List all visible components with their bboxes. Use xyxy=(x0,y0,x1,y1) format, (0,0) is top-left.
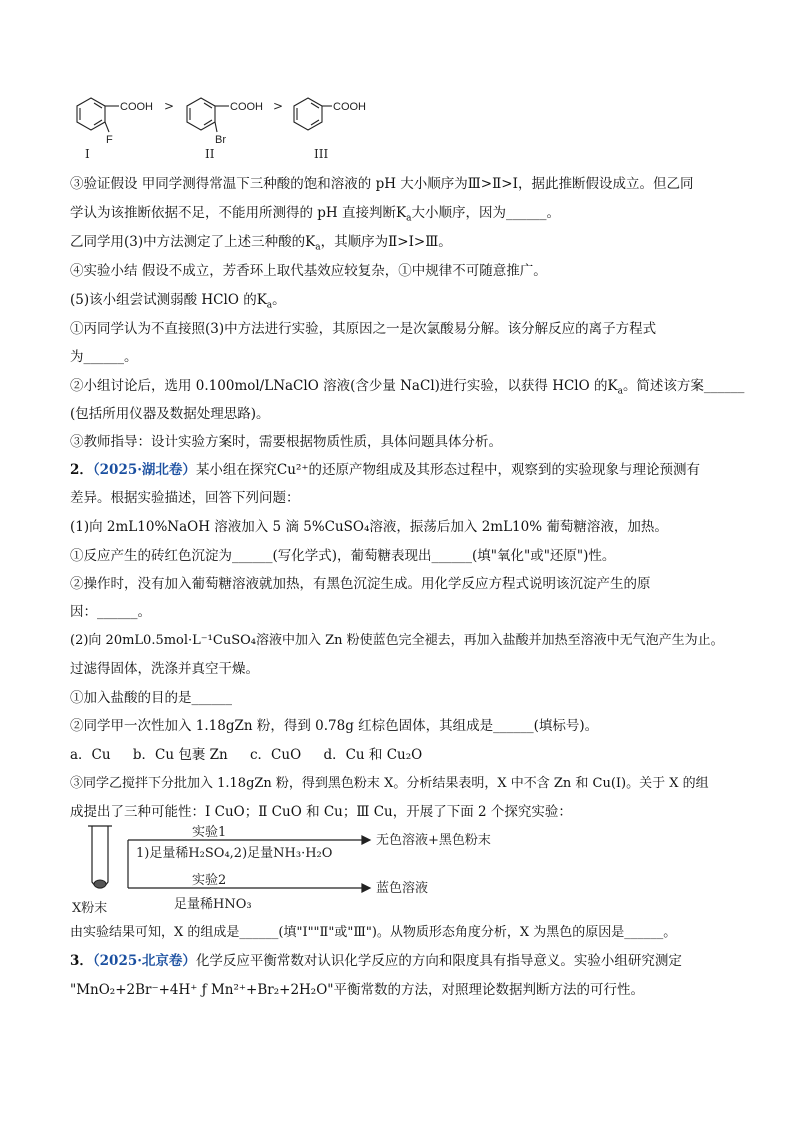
acid-structures-figure xyxy=(68,88,388,162)
q2-source: （2025·湖北卷） xyxy=(92,462,196,478)
q3-source: （2025·北京卷） xyxy=(92,953,196,969)
gt-sign-2: > xyxy=(273,99,284,113)
q1-part5-1-line1: ①丙同学认为不直接照(3)中方法进行实验，其原因之一是次氯酸易分解。该分解反应的离子方程式 xyxy=(70,321,657,337)
q2-conclusion: 由实验结果可知，X 的组成是______(填"Ⅰ""Ⅱ"或"Ⅲ")。从物质形态角度分析，X 为黑色的原因是______。 xyxy=(70,925,677,940)
q1-step3-line2 xyxy=(70,204,730,228)
structure-2-substituent: Br xyxy=(215,134,226,146)
q3-stem-text: 化学反应平衡常数对认识化学反应的方向和限度具有指导意义。实验小组研究测定 xyxy=(195,953,682,969)
q2-part1-sub2-line1: ②操作时，没有加入葡萄糖溶液就加热，有黑色沉淀生成。用化学反应方程式说明该沉淀产生的原 xyxy=(70,576,651,592)
q2-part2-line1: (2)向 20mL0.5mol·L⁻¹CuSO₄溶液中加入 Zn 粉使蓝色完全褪去，再加入盐酸并加热至溶液中无气泡产生为止。 xyxy=(70,633,724,648)
q1-yi-text: 乙同学用(3)中方法测定了上述三种酸的K xyxy=(70,234,316,250)
structure-1-cooh: COOH xyxy=(120,101,153,113)
q1-yi-sub: a xyxy=(315,242,321,253)
q2-part2-sub1: ①加入盐酸的目的是______ xyxy=(70,690,232,706)
q2-part2-sub3-line1: ③同学乙搅拌下分批加入 1.18gZn 粉，得到黑色粉末 X。分析结果表明，X 中不含 Zn 和 Cu(Ⅰ)。关于 X 的组 xyxy=(70,776,709,791)
q3-number: 3． xyxy=(70,953,93,969)
q1-step3-line2-end: 大小顺序，因为______。 xyxy=(411,205,560,221)
q1-part5-line xyxy=(70,291,730,315)
q1-step3-line1: ③验证假设 甲同学测得常温下三种酸的饱和溶液的 pH 大小顺序为Ⅲ>Ⅱ>Ⅰ，据此推断假设成立。但乙同 xyxy=(70,176,694,192)
q2-part1-sub1: ①反应产生的砖红色沉淀为______(写化学式)，葡萄糖表现出______(填"氧化"或"还原")性。 xyxy=(70,548,616,564)
q2-stem-line1 xyxy=(70,461,730,479)
q3-stem-line1 xyxy=(70,952,730,970)
q2-part1-sub2-line2: 因：______。 xyxy=(70,604,151,620)
exp1-label: 实验1 xyxy=(192,825,227,840)
q2-part2-sub3-line2: 成提出了三种可能性：Ⅰ CuO；Ⅱ CuO 和 Cu；Ⅲ Cu，开展了下面 2 个探究实验： xyxy=(70,804,572,820)
q3-stem-line2: "MnO₂+2Br⁻+4H⁺ ƒ Mn²⁺+Br₂+2H₂O"平衡常数的方法，对照理论数据判断方法的可行性。 xyxy=(70,982,644,998)
structure-3-cooh: COOH xyxy=(333,101,366,113)
test-tube xyxy=(88,826,112,888)
structure-label-3: III xyxy=(314,147,329,161)
q1-step3-line2-sub: a xyxy=(406,213,412,224)
structure-label-1: I xyxy=(85,147,90,161)
q2-option-c: c．CuO xyxy=(250,747,302,763)
structure-2-cooh: COOH xyxy=(230,101,263,113)
gt-sign-1: > xyxy=(164,99,175,113)
exp2-result: 蓝色溶液 xyxy=(376,881,429,896)
q1-part5-2-end: 。简述该方案______ xyxy=(622,378,745,394)
q1-part5-3-line: ③教师指导：设计实验方案时，需要根据物质性质，具体问题具体分析。 xyxy=(70,434,502,450)
q2-number: 2． xyxy=(70,462,93,478)
x-powder-label: X粉末 xyxy=(72,901,108,916)
q2-part2-sub2: ②同学甲一次性加入 1.18gZn 粉，得到 0.78g 红棕色固体，其组成是______(填标号)。 xyxy=(70,718,599,734)
structure-2 xyxy=(187,98,229,132)
q1-part5-text: (5)该小组尝试测弱酸 HClO 的K xyxy=(70,292,267,308)
structure-1 xyxy=(77,98,119,132)
branch-lines xyxy=(128,836,370,892)
q2-option-d: d．Cu 和 Cu₂O xyxy=(323,747,423,763)
q1-part5-2-sub: a xyxy=(617,386,623,397)
q1-part5-sub: a xyxy=(266,300,273,311)
exp2-label: 实验2 xyxy=(192,873,227,888)
q2-options xyxy=(70,746,730,764)
q1-part5-1-line2: 为______。 xyxy=(70,349,138,365)
q1-yi-line xyxy=(70,233,730,257)
q1-part5-2-line2: (包括所用仪器及数据处理思路)。 xyxy=(70,406,270,422)
q2-option-b: b．Cu 包裹 Zn xyxy=(132,747,228,763)
q1-part5-2-line1 xyxy=(70,377,745,401)
q1-step3-line2-text: 学认为该推断依据不足，不能用所测得的 pH 直接判断K xyxy=(70,205,407,221)
structure-label-2: II xyxy=(205,147,215,161)
q2-stem-text: 某小组在探究Cu²⁺的还原产物组成及其形态过程中，观察到的实验现象与理论预测有 xyxy=(195,462,700,478)
structure-1-substituent: F xyxy=(106,134,113,146)
exp1-result: 无色溶液+黑色粉末 xyxy=(376,833,491,848)
q2-option-a: a．Cu xyxy=(70,747,111,763)
q1-part5-2-text: ②小组讨论后，选用 0.100mol/LNaClO 溶液(含少量 NaCl)进行实验，以获得 HClO 的K xyxy=(70,378,618,394)
experiment-diagram xyxy=(70,824,530,916)
x-powder xyxy=(94,880,106,888)
structure-3 xyxy=(294,98,332,130)
exp2-condition: 足量稀HNO₃ xyxy=(174,897,252,912)
q1-step4-line: ④实验小结 假设不成立，芳香环上取代基效应较复杂，①中规律不可随意推广。 xyxy=(70,263,547,279)
exp1-condition: 1)足量稀H₂SO₄,2)足量NH₃·H₂O xyxy=(136,846,333,861)
q2-stem-line2: 差异。根据实验描述，回答下列问题： xyxy=(70,490,300,506)
q2-part2-line2: 过滤得固体，洗涤并真空干燥。 xyxy=(70,661,259,677)
q1-yi-end: ，其顺序为Ⅱ>Ⅰ>Ⅲ。 xyxy=(320,234,452,250)
q1-part5-end: 。 xyxy=(272,292,286,308)
q2-part1: (1)向 2mL10%NaOH 溶液加入 5 滴 5%CuSO₄溶液，振荡后加入 2mL10% 葡萄糖溶液，加热。 xyxy=(70,519,668,535)
